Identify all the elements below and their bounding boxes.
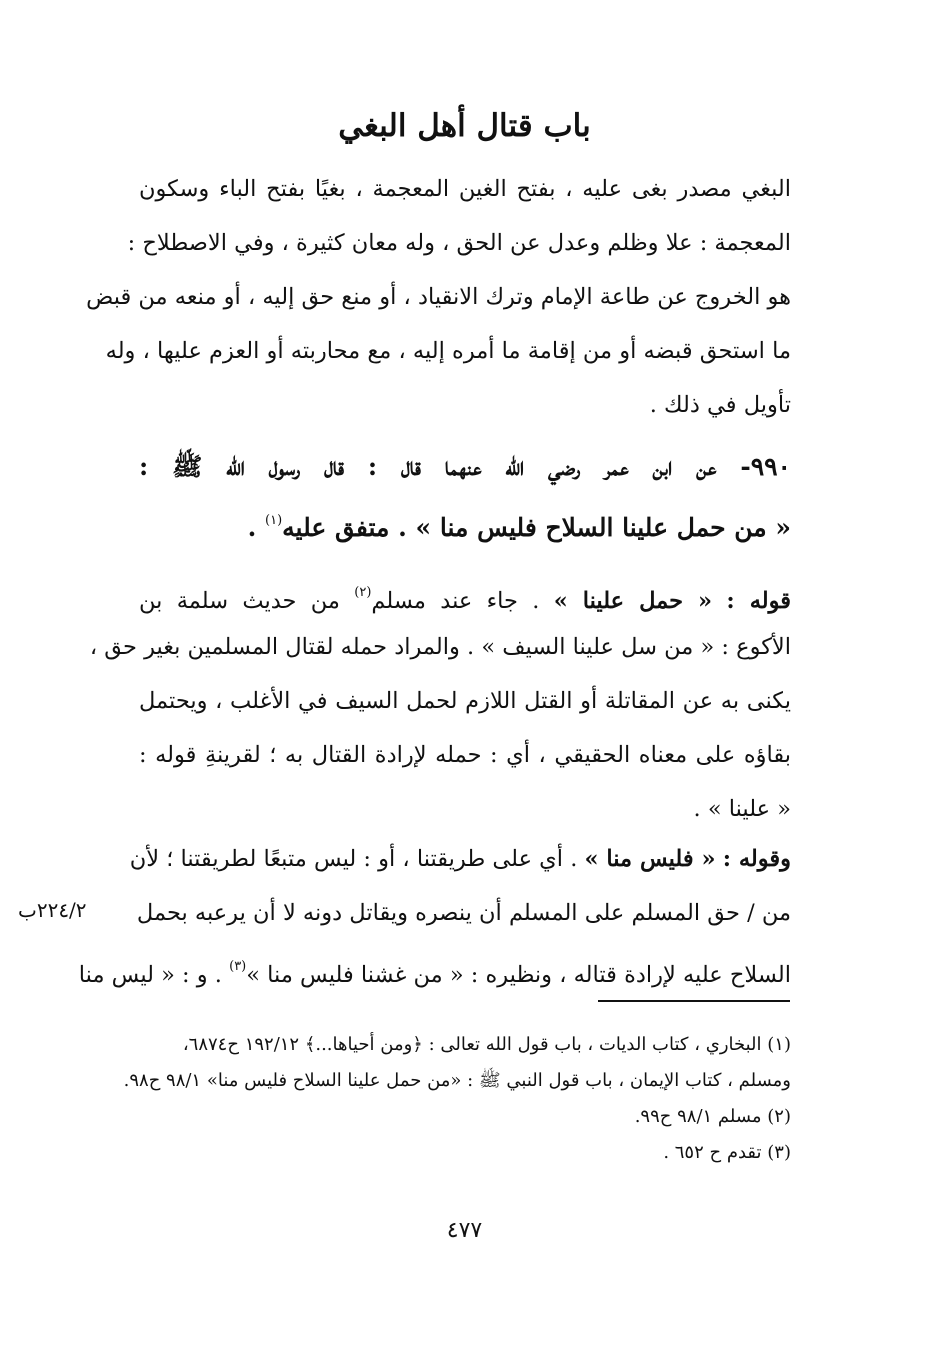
commentary-line (139, 566, 791, 620)
commentary-line: يكنى به عن المقاتلة أو القتل اللازم لحمل السيف في الأغلب ، ويحتمل (139, 688, 791, 714)
footnote: (١) البخاري ، كتاب الديات ، باب قول الله تعالى : ﴿ومن أحياها...﴾ ١٩٢/١٢ ح٦٨٧٤، (182, 1034, 791, 1055)
intro-paragraph (86, 162, 791, 432)
hadith-line-text: « من حمل علينا السلاح فليس منا » . متفق عليه (282, 513, 791, 542)
intro-line: تأويل في ذلك . (649, 392, 791, 418)
commentary-line (78, 940, 791, 994)
commentary-text: . جاء عند مسلم (371, 588, 540, 614)
commentary-text: . و : « ليس منا (78, 962, 222, 988)
commentary-text: السلاح عليه لإرادة قتاله ، ونظيره : « من غشنا فليس منا » (246, 962, 791, 988)
footnote-divider (598, 1000, 790, 1002)
hadith-line: ٩٩٠- عن ابن عمر رضي الله عنهما قال : قال رسول الله ﷺ : (139, 452, 791, 481)
commentary-text: من حديث سلمة بن (139, 588, 340, 614)
commentary-line (129, 832, 791, 886)
commentary-line: الأكوع : « من سل علينا السيف » . والمراد حمله لقتال المسلمين بغير حق ، (89, 634, 791, 660)
commentary-lead: قوله : (726, 588, 792, 614)
commentary-lead: وقوله : (722, 846, 791, 872)
footnote-ref: (٢) (354, 585, 372, 600)
chapter-title: باب قتال أهل البغي (338, 108, 591, 144)
intro-line: ما استحق قبضه أو من إقامة ما أمره إليه ، مع محاربته أو العزم عليها ، وله (105, 338, 791, 364)
commentary-line: بقاؤه على معناه الحقيقي ، أي : حمله لإرادة القتال به ؛ لقرينةِ قوله : (139, 742, 791, 768)
footnote: (٣) تقدم ح ٦٥٢ . (663, 1142, 791, 1163)
commentary-line: من / حق المسلم على المسلم أن ينصره ويقاتل دونه لا أن يرعبه بحمل (136, 900, 791, 926)
commentary-line: « علينا » . (693, 796, 791, 822)
footnote: (٢) مسلم ٩٨/١ ح٩٩. (634, 1106, 791, 1127)
commentary-quote: « حمل علينا » (553, 588, 713, 614)
hadith-line: « من حمل علينا السلاح فليس منا » . متفق عليه$^{(١)}$ . (247, 513, 791, 542)
hadith-text (139, 440, 791, 548)
commentary-paragraph-2 (78, 832, 791, 994)
intro-line: المعجمة : علا وظلم وعدل عن الحق ، وله معان كثيرة ، وفي الاصطلاح : (127, 230, 791, 256)
footnote-ref: (٣) (229, 959, 247, 974)
manuscript-folio-note: ٢٢٤/٢ب (18, 898, 87, 922)
intro-line: هو الخروج عن طاعة الإمام وترك الانقياد ، أو منع حق إليه ، أو منعه من قبض (86, 284, 791, 310)
commentary-text: . أي على طريقتنا ، أو : ليس متبعًا لطريقتنا ؛ لأن (129, 846, 578, 872)
commentary-quote: « فليس منا » (584, 846, 716, 872)
footnote-ref: (١) (265, 513, 283, 528)
page-number: ٤٧٧ (446, 1218, 483, 1243)
intro-line: البغي مصدر بغى عليه ، بفتح الغين المعجمة ، بغيًا بفتح الباء وسكون (139, 176, 791, 202)
commentary-paragraph-1 (89, 566, 792, 836)
footnote: ومسلم ، كتاب الإيمان ، باب قول النبي ﷺ : «من حمل علينا السلاح فليس منا» ٩٨/١ ح٩٨. (123, 1070, 791, 1091)
